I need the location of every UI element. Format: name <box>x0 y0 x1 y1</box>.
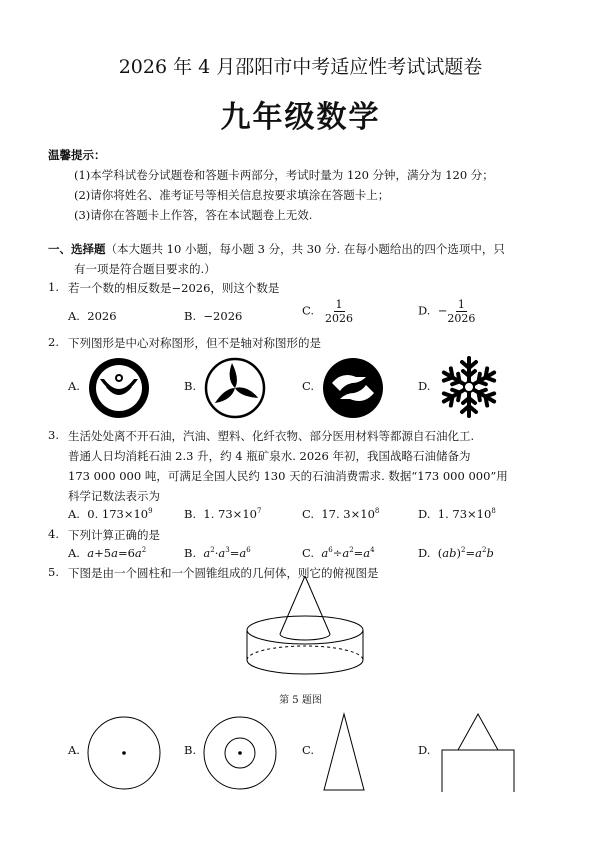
q3-option-b <box>184 507 261 521</box>
section-1-desc-2: 有一项是符合题目要求的.） <box>74 262 216 276</box>
notice-item-2: (2)请你将姓名、准考证号等相关信息按要求填涂在答题卡上； <box>74 188 390 202</box>
q2-option-d-snowflake-icon <box>434 352 504 422</box>
q4-option-d: D. $(ab)^2=a^2b$ <box>418 546 494 560</box>
q5-option-b-label: B. <box>184 743 197 757</box>
q5-solid-figure <box>240 572 370 682</box>
q3-option-a <box>68 507 153 521</box>
subject-title: 九年级数学 <box>220 100 381 135</box>
option-d-label: D. <box>418 303 431 318</box>
q2-option-a-emblem-icon <box>88 357 150 419</box>
q1-number: 1. <box>48 280 59 294</box>
q1-option-a <box>68 309 117 323</box>
option-c-label: C. <box>302 303 315 318</box>
q3-line-4: 科学记数法表示为 <box>68 489 160 503</box>
q3-option-c-exponent: 8 <box>374 507 380 516</box>
q1-option-d-fraction <box>447 298 475 325</box>
q3-option-b-exponent: 7 <box>256 507 262 516</box>
negative-sign: − <box>437 303 448 318</box>
q3-option-a-exponent: 9 <box>148 507 153 516</box>
q5-option-c-triangle <box>322 712 366 792</box>
q4-number: 4. <box>48 527 59 541</box>
q1-option-b-text: −2026 <box>203 309 243 323</box>
q1-option-a-text: 2026 <box>87 309 117 323</box>
q3-line-2: 普通人日均消耗石油 2.3 升，约 4 瓶矿泉水. 2026 年初，我国战略石油储备为 <box>68 449 471 463</box>
q5-option-c-label: C. <box>302 743 315 757</box>
option-c-label: C. <box>302 546 315 560</box>
option-b-label: B. <box>184 309 197 323</box>
q5-option-b-concentric-circles <box>202 715 278 791</box>
q1-option-c <box>302 298 353 325</box>
q1-option-b <box>184 309 242 323</box>
q4-stem: 下列计算正确的是 <box>68 528 160 542</box>
option-b-label: B. <box>184 546 197 560</box>
q5-option-a-label: A. <box>68 743 80 757</box>
q3-option-d <box>418 507 496 521</box>
q3-number: 3. <box>48 428 59 442</box>
q1-option-d <box>418 298 475 325</box>
q2-option-c-handshake-icon <box>322 357 384 419</box>
q3-option-a-base: 0. 173×10 <box>87 507 149 521</box>
q5-option-a-circle-dot <box>86 715 162 791</box>
q5-option-d-rect-triangle <box>440 712 516 792</box>
option-b-label: B. <box>184 507 197 521</box>
fraction-numerator: 1 <box>335 298 343 311</box>
q4-option-b: B. $a^2\cdot a^3=a^6$ <box>184 546 251 560</box>
exam-title: 2026 年 4 月邵阳市中考适应性考试试题卷 <box>118 56 483 78</box>
q5-stem: 下图是由一个圆柱和一个圆锥组成的几何体，则它的俯视图是 <box>68 566 379 580</box>
q5-number: 5. <box>48 565 59 579</box>
q3-option-c <box>302 507 379 521</box>
section-1-label: 一、选择题 <box>48 242 106 256</box>
q4-option-c: C. $a^6\div a^2=a^4$ <box>302 546 375 560</box>
option-a-label: A. <box>68 546 80 560</box>
q5-option-d-label: D. <box>418 743 431 757</box>
option-d-label: D. <box>418 546 431 560</box>
q3-option-d-base: 1. 73×10 <box>437 507 492 521</box>
notice-item-3: (3)请你在答题卡上作答，答在本试题卷上无效. <box>74 208 313 222</box>
q2-number: 2. <box>48 335 59 349</box>
q1-stem: 若一个数的相反数是−2026，则这个数是 <box>68 281 280 295</box>
q2-option-b-label: B. <box>184 379 197 393</box>
fraction-denominator: 2026 <box>447 312 476 325</box>
q3-option-d-exponent: 8 <box>491 507 496 516</box>
notice-heading: 温馨提示： <box>48 148 106 162</box>
notice-item-1: (1)本学科试卷分试题卷和答题卡两部分，考试时量为 120 分钟，满分为 120 分； <box>74 168 494 182</box>
q3-option-c-base: 17. 3×10 <box>321 507 375 521</box>
q1-option-c-fraction <box>325 298 353 325</box>
fraction-numerator: 1 <box>457 298 465 311</box>
q2-option-c-label: C. <box>302 379 315 393</box>
q4-option-a: A. $a+5a=6a^2$ <box>68 546 147 560</box>
q3-line-3: 173 000 000 吨，可满足全国人民约 130 天的石油消费需求. 数据“173 000 000”用 <box>68 469 508 483</box>
q2-option-b-propeller-icon <box>204 357 266 419</box>
option-c-label: C. <box>302 507 315 521</box>
option-d-label: D. <box>418 507 431 521</box>
q5-figure-caption: 第 5 题图 <box>279 695 322 706</box>
q2-option-a-label: A. <box>68 379 80 393</box>
q3-option-b-base: 1. 73×10 <box>203 507 257 521</box>
option-a-label: A. <box>68 507 80 521</box>
q3-line-1: 生活处处离不开石油，汽油、塑料、化纤衣物、部分医用材料等都源自石油化工. <box>68 429 475 443</box>
fraction-denominator: 2026 <box>325 312 354 325</box>
option-a-label: A. <box>68 309 80 323</box>
section-1-desc: （本大题共 10 小题，每小题 3 分，共 30 分. 在每小题给出的四个选项中，只 <box>105 242 505 256</box>
section-1-header <box>48 241 505 257</box>
q2-stem: 下列图形是中心对称图形，但不是轴对称图形的是 <box>68 336 321 350</box>
q2-option-d-label: D. <box>418 379 431 393</box>
